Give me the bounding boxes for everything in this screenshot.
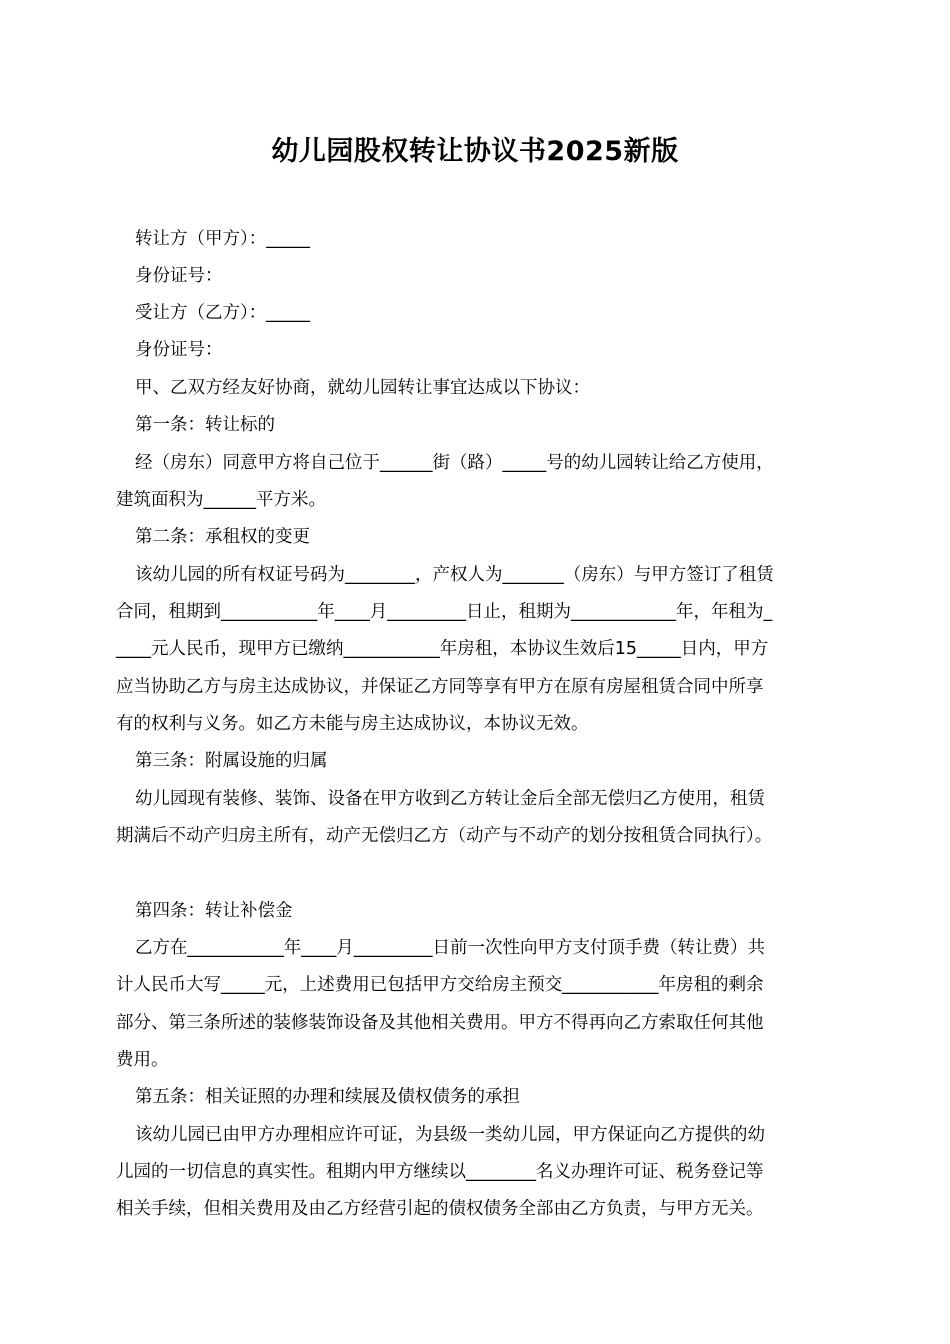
transferor-field: 转让方（甲方）：_____ bbox=[135, 229, 310, 249]
article2-line: ____元人民币，现甲方已缴纳___________年房租，本协议生效后15_____日内，甲方 bbox=[116, 639, 769, 659]
article2-line: 合同，租期到___________年____月_________日止，租期为____________年，年租为_ bbox=[116, 602, 773, 622]
article3-heading: 第三条：附属设施的归属 bbox=[135, 751, 328, 771]
article4-line: 乙方在___________年____月_________日前一次性向甲方支付顶手费（转让费）共 bbox=[135, 938, 765, 958]
article5-line: 相关手续，但相关费用及由乙方经营引起的债权债务全部由乙方负责，与甲方无关。 bbox=[116, 1199, 764, 1219]
article4-line: 费用。 bbox=[116, 1050, 169, 1070]
document-title: 幼儿园股权转让协议书2025新版 bbox=[271, 136, 679, 167]
article4-heading: 第四条：转让补偿金 bbox=[135, 901, 293, 921]
article1-line: 建筑面积为______平方米。 bbox=[116, 490, 326, 510]
article2-line: 该幼儿园的所有权证号码为________，产权人为_______（房东）与甲方签订了租赁 bbox=[135, 565, 774, 585]
article1-heading: 第一条：转让标的 bbox=[135, 415, 275, 435]
article1-line: 经（房东）同意甲方将自己位于______街（路）_____号的幼儿园转让给乙方使用， bbox=[135, 453, 774, 473]
article2-line: 应当协助乙方与房主达成协议，并保证乙方同等享有甲方在原有房屋租赁合同中所享 bbox=[116, 677, 764, 697]
intro-paragraph: 甲、乙双方经友好协商，就幼儿园转让事宜达成以下协议： bbox=[135, 378, 590, 398]
article5-line: 儿园的一切信息的真实性。租期内甲方继续以________名义办理许可证、税务登记等 bbox=[116, 1162, 764, 1182]
article5-heading: 第五条：相关证照的办理和续展及债权债务的承担 bbox=[135, 1087, 520, 1107]
article2-heading: 第二条：承租权的变更 bbox=[135, 527, 310, 547]
article4-line: 计人民币大写_____元，上述费用已包括甲方交给房主预交___________年房租的剩余 bbox=[116, 975, 764, 995]
article4-line: 部分、第三条所述的装修装饰设备及其他相关费用。甲方不得再向乙方索取任何其他 bbox=[116, 1013, 764, 1033]
article3-line: 幼儿园现有装修、装饰、设备在甲方收到乙方转让金后全部无偿归乙方使用，租赁 bbox=[135, 789, 765, 809]
transferor-id-field: 身份证号： bbox=[135, 266, 223, 286]
article3-line: 期满后不动产归房主所有，动产无偿归乙方（动产与不动产的划分按租赁合同执行）。 bbox=[116, 826, 773, 846]
transferee-field: 受让方（乙方）：_____ bbox=[135, 303, 310, 323]
article2-line: 有的权利与义务。如乙方未能与房主达成协议，本协议无效。 bbox=[116, 714, 589, 734]
article5-line: 该幼儿园已由甲方办理相应许可证，为县级一类幼儿园，甲方保证向乙方提供的幼 bbox=[135, 1125, 765, 1145]
transferee-id-field: 身份证号： bbox=[135, 340, 223, 360]
